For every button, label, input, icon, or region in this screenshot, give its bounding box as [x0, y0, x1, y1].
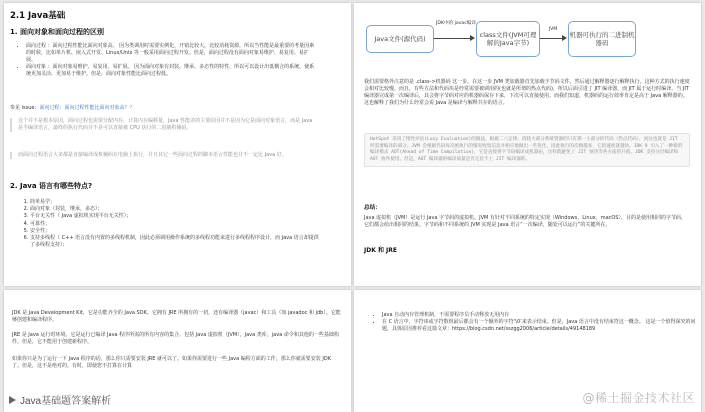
watermark-text: @稀土掘金技术社区 [582, 391, 695, 405]
java-note-list [368, 312, 698, 333]
page-title: 2.1 Java基础 [10, 11, 66, 21]
page-top-left [4, 3, 351, 286]
list-item: 6. 支持多线程（ C++ 语言没有内置的多线程机制，因此必须调用操作系统的多线程功能来进行多线程程序设计，而 Java 语言却提供了多线程支持）； [30, 235, 322, 249]
jdk-paragraph: JDK 是 Java Development Kit，它是功能齐全的 Java SDK。它拥有 JRE 所拥有的一切，还有编译器（javac）和工具（如 javadoc 和 jdb）。它能够创建和编译程序。 [12, 310, 341, 323]
diagram-box-machine-code: 机器可执行的二进制机器码 [568, 21, 636, 57]
issue-link[interactable]: 面向过程：面向过程性能比面向对象高？？ [39, 105, 135, 111]
hotspot-note: HotSpot 采用了惰性评估(Lazy Evaluation)的做法，根据二八定律，消耗大部分系统资源的只有那一小部分的代码（热点代码），而这也就是 JIT 所需要编译的部分。JVM 会根据代码每次被执行的情况收集信息并相应地做出一些优化，因此执行的次数越多，它的速度就越快。JDK 9 引入了一种新的编译模式 AOT(Ahead of Time Compilation)，它是直接将字节码编译成机器码，这样就避免了 JIT 预热等各方面的开销。JDK 支持分层编译和 AOT 协作使用。但是，AOT 编译器的编译质量是肯定比不上 JIT 编译器的。 [364, 133, 690, 167]
oop-bullet-list [12, 43, 318, 78]
list-item: • 面向对象 ：面向对象易维护、易复用、易扩展。 因为面向对象有封装、继承、多态性的特性，所以可以设计出低耦合的系统，使系统更加灵活、更加易于维护。但是，面向对象性能比面向过程低。 [26, 64, 318, 78]
install-paragraph: 如果你只是为了运行一下 Java 程序的话，那么你只需要安装 JRE 就可以了。如果你需要进行一些 Java 编程方面的工作，那么你就需要安装 JDK 了。但是，这不是绝对的。有时，即使您不打算在计算 [12, 356, 331, 369]
list-item: 3. 平台无关性（ Java 虚拟机实现平台无关性）； [30, 213, 322, 220]
image-caption: Java基础题答案解析 [20, 396, 112, 407]
diagram-box-source: Java文件(源代码) [366, 25, 434, 53]
list-item: 1. 简单易学； [30, 199, 322, 206]
list-item: • 在 C 语言中，字符串或字符数组最后都会有一个额外的字符‘\0’来表示结束。但是，Java 语言中没有结束符这一概念。 这是一个值得深究的问题，具体原因推荐看这篇文章：https://blog.csdn.net/sszgg2006/article/details/49148189 [382, 319, 698, 333]
section-heading-java-features: 2. Java 语言有哪些特点? [10, 182, 93, 190]
section-heading-oop: 1. 面向对象和面向过程的区别 [10, 28, 104, 36]
jvm-summary: Java 虚拟机（JVM）是运行 Java 字节码的虚拟机。JVM 有针对不同系统的特定实现（Windows，Linux，macOS），目的是使用相同的字节码，它们都会给出相同的结果。字节码和不同系统的 JVM 实现是 Java 语言“一次编译，随处可以运行”的关键所在。 [364, 215, 686, 228]
quote-paragraph-1: 这个并不是根本原因，面向过程也需要分配内存，计算内存偏移量，Java 性能差的主要原因并不是因为它是面向对象语言，而是 Java 是半编译语言，最终的执行代码并不是可以直接被 CPU 执行的二进制机械码。 [10, 118, 314, 132]
diagram-box-class: class文件(JVM可理解的Java字节) [476, 21, 540, 57]
summary-label: 总结： [364, 205, 381, 211]
jit-paragraph: 我们需要格外注意的是 .class->机器码 这一步。在这一步 JVM 类加载器首先加载字节码文件，然后通过解释器逐行解释执行，这种方式的执行速度会相对比较慢。而且，有些方法和代码块是经常需要被调用的(也就是所谓的热点代码)，所以后面引进了 JIT 编译器，而 JIT 属于运行时编译。当 JIT 编译器完成第一次编译后，其会将字节码对应的机器码保存下来，下次可以直接使用。而我们知道，机器码的运行效率肯定是高于 Java 解释器的。这也解释了我们为什么经常会说 Java 是编译与解释共存的语言。 [364, 79, 690, 106]
arrow-head-icon [470, 35, 475, 41]
list-item: • 面向过程 ：面向过程性能比面向对象高。 因为类调用时需要实例化，开销比较大，比较消耗资源，所以当性能是最重要的考量因素的时候，比如单片机、嵌入式开发、Linux/Unix 等一般采用面向过程开发。但是，面向过程没有面向对象易维护、易复用、易扩展。 [26, 43, 318, 64]
arrow-head-icon [562, 35, 567, 41]
jre-paragraph: JRE 是 Java 运行时环境。它是运行已编译 Java 程序所需的所有内容的集合，包括 Java 虚拟机（JVM），Java 类库，java 命令和其他的一些基础构件。但是，它不能用于创建新程序。 [12, 332, 339, 345]
diagram-label-jvm: JVM [548, 27, 558, 32]
section-heading-jdk-jre: JDK 和 JRE [364, 247, 397, 254]
diagram-arrow-1 [434, 38, 470, 39]
list-item: 5. 安全性； [30, 228, 322, 235]
quote-paragraph-2: 而面向过程语言大多都是直接编译成机械码在电脑上执行，并且其它一些面向过程的脚本语言性能也并不一定比 Java 好。 [10, 152, 314, 159]
issue-reference [10, 105, 330, 112]
list-item: 4. 可靠性； [30, 221, 322, 228]
java-feature-list [12, 199, 322, 249]
play-icon [8, 396, 16, 404]
list-item: • Java 自动内存管理机制，不需要程序员手动释放无用内存 [382, 312, 698, 319]
diagram-label-javac: JDK中的 javac编译 [436, 21, 476, 26]
issue-ref-prefix: 参见 issue： [10, 105, 40, 111]
diagram-arrow-2 [540, 38, 562, 39]
page-top-right [354, 3, 701, 286]
list-item: 2. 面向对象（封装，继承，多态）； [30, 206, 322, 213]
